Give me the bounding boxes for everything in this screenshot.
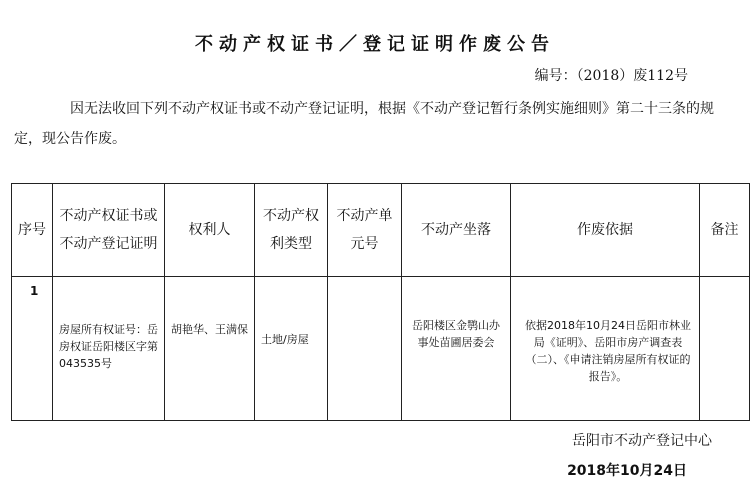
cell-seq-text: 1 [30,284,39,298]
void-certificate-table [11,183,750,421]
header-basis: 作废依据 [511,184,700,277]
issue-date: 2018年10月24日 [567,463,687,479]
notice-title: 不动产权证书／登记证明作废公告 [195,34,555,55]
header-owner: 权利人 [165,184,255,277]
cell-location [402,277,511,421]
header-remarks: 备注 [700,184,750,277]
cell-unit [328,277,402,421]
header-seq: 序号 [12,184,53,277]
cell-cert [53,277,165,421]
cell-remarks [700,277,750,421]
cell-location-text: 岳阳楼区金鹗山办事处苗圃居委会 [412,319,500,349]
document-number: 编号：（2018）废112号 [534,68,688,84]
cell-remarks-text [700,277,749,317]
table-row [12,277,750,421]
header-type: 不动产权利类型 [255,184,328,277]
cell-basis [511,277,700,421]
cell-type [255,277,328,421]
header-unit: 不动产单元号 [328,184,402,277]
header-location: 不动产坐落 [402,184,511,277]
cell-basis-text: 依据2018年10月24日岳阳市林业局《证明》、岳阳市房产调查表（二）、《申请注销房屋所有权证的报告》。 [525,319,691,383]
cell-cert-text: 房屋所有权证号：岳房权证岳阳楼区字第043535号 [59,323,158,370]
cell-owner [165,277,255,421]
cell-unit-text [328,277,401,317]
cell-seq [12,277,53,421]
intro-paragraph: 因无法收回下列不动产权证书或不动产登记证明，根据《不动产登记暂行条例实施细则》第二十三条的规定，现公告作废。 [14,101,714,147]
issuer-signature: 岳阳市不动产登记中心 [572,433,712,449]
cell-type-text: 土地/房屋 [261,333,309,346]
header-cert: 不动产权证书或不动产登记证明 [53,184,165,277]
cell-owner-text: 胡艳华、王满保 [171,323,248,336]
table-header-row [12,184,750,277]
